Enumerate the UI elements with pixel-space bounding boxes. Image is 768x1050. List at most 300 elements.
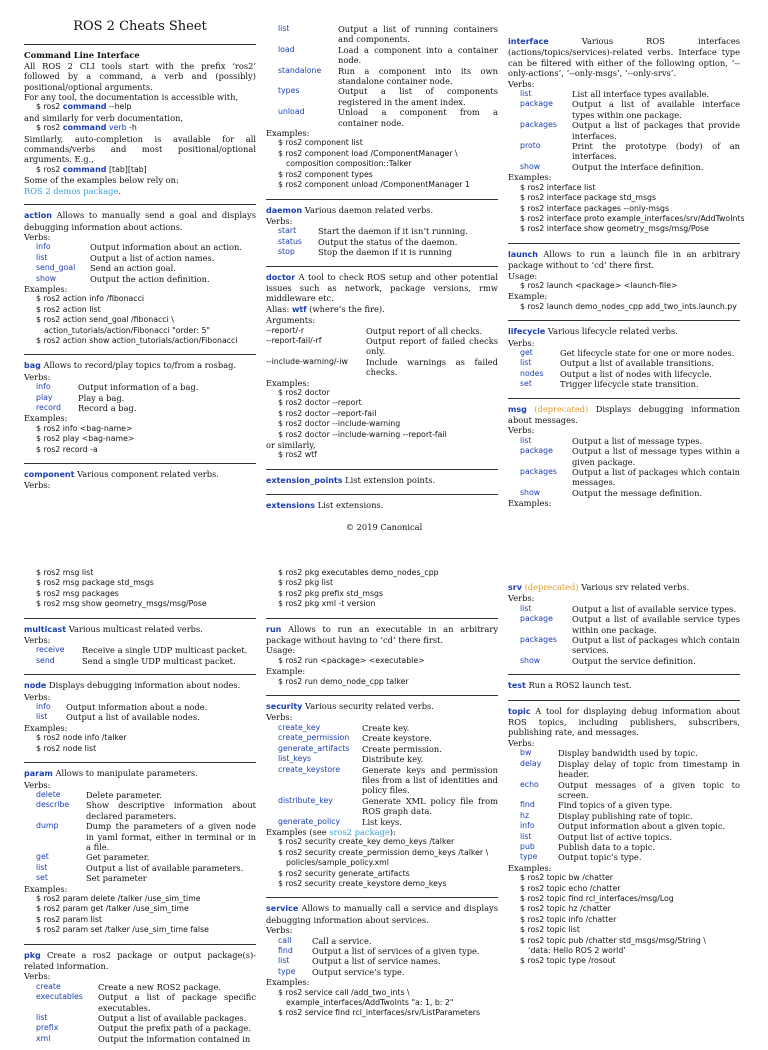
item-key: nodes	[520, 368, 544, 378]
list-item	[24, 403, 256, 413]
param-section	[24, 768, 256, 936]
service-examples-after	[266, 1008, 498, 1018]
example-line: $ ros2 record -a	[36, 444, 98, 454]
component-keyword: component	[24, 470, 75, 480]
cli-p4: Similarly, auto-completion is available for all commands/verbs and most positional/optional arguments. E.g.,	[24, 133, 256, 165]
item-desc: Output a list of service names.	[312, 956, 441, 967]
item-desc: Run a component into its own standalone container node.	[338, 65, 498, 87]
item-key: executables	[36, 992, 83, 1002]
item-key: prefix	[36, 1023, 59, 1033]
example-line: $ ros2 pkg xml -t version	[278, 599, 376, 609]
verbs-label: Verbs:	[24, 635, 51, 646]
item-desc: Generate keys and permission files from a list of identities and policy files.	[362, 764, 498, 796]
list-item	[24, 382, 256, 392]
item-desc: Include warnings as failed checks.	[366, 356, 498, 378]
item-desc: Output service’s type.	[312, 966, 405, 977]
examples-label: Examples:	[24, 722, 68, 733]
topic-examples-after	[508, 956, 740, 966]
cli-heading: Command Line Interface	[24, 50, 140, 61]
column-1	[24, 568, 256, 1050]
list-item	[24, 393, 256, 403]
item-desc: Create a new ROS2 package.	[98, 981, 222, 992]
example-line: action_tutorials/action/Fibonacci "order: 5"	[44, 325, 210, 335]
item-key: generate_policy	[278, 816, 341, 826]
example-line: $ ros2 action info /fibonacci	[36, 294, 145, 304]
item-key: show	[36, 273, 57, 283]
item-desc: Trigger lifecycle state transition.	[560, 379, 699, 390]
sros2-package-link[interactable]: sros2 package	[329, 826, 390, 837]
action-keyword: action	[24, 211, 52, 221]
example-line: $ ros2 topic type /rosout	[520, 956, 616, 966]
item-key: list_keys	[278, 754, 312, 764]
test-header	[508, 680, 740, 691]
item-desc: Stop the daemon if it is running	[318, 247, 453, 258]
msg-examples-cont	[24, 568, 256, 610]
examples-label: Examples:	[266, 377, 310, 388]
verbs-label: Verbs:	[508, 593, 535, 604]
example-line: $ ros2 topic hz /chatter	[520, 904, 611, 914]
column-3	[508, 582, 740, 975]
item-key: list	[520, 435, 532, 445]
divider	[508, 320, 740, 321]
example-line: $ ros2 param delete /talker /use_sim_time	[36, 893, 201, 903]
list-item	[508, 614, 740, 635]
item-desc: Create keystore.	[362, 733, 432, 744]
item-desc: Output a list of available packages.	[98, 1013, 247, 1024]
list-item	[24, 992, 256, 1013]
list-item	[24, 1013, 256, 1023]
item-key: find	[278, 946, 293, 955]
list-item	[508, 604, 740, 614]
usage-label: Usage:	[266, 645, 296, 656]
bag-examples	[24, 424, 256, 455]
list-item	[266, 946, 498, 956]
cli-section	[24, 50, 256, 196]
example-line: $ ros2 node list	[36, 743, 97, 753]
item-desc: Output the interface definition.	[572, 161, 704, 172]
list-item	[266, 237, 498, 247]
example-line: $ ros2 msg list	[36, 568, 94, 577]
bag-desc: Allows to record/play topics to/from a rosbag.	[43, 360, 237, 371]
item-desc: Output a list of packages which contain services.	[572, 635, 740, 656]
item-key: --report-fail/-rf	[266, 335, 322, 345]
multicast-desc: Various multicast related verbs.	[68, 623, 203, 634]
item-key: type	[520, 852, 538, 862]
list-item	[508, 436, 740, 446]
list-item	[24, 274, 256, 284]
example-label: Example:	[508, 291, 548, 302]
ex-suffix: -h	[129, 123, 137, 133]
item-key: distribute_key	[278, 795, 333, 805]
topic-examples-cont	[508, 946, 740, 956]
lifecycle-desc: Various lifecycle related verbs.	[547, 326, 678, 337]
item-key: start	[278, 226, 297, 236]
list-item	[266, 723, 498, 733]
param-desc: Allows to manipulate parameters.	[55, 768, 198, 779]
column-3	[508, 36, 745, 512]
divider	[508, 700, 740, 701]
ex-prefix: $ ros2	[36, 164, 61, 174]
item-desc: Output messages of a given topic to screen.	[558, 779, 740, 800]
pkg-examples	[266, 568, 498, 610]
list-item	[266, 107, 498, 128]
interface-keyword: interface	[508, 37, 549, 46]
node-header	[24, 680, 256, 691]
item-desc: Generate XML policy file from ROS graph data.	[362, 795, 498, 817]
security-examples	[266, 837, 498, 858]
list-item	[24, 852, 256, 862]
component-header	[24, 469, 256, 480]
item-key: create_key	[278, 722, 321, 732]
item-desc: Output a list of package specific executables.	[98, 992, 256, 1013]
security-header	[266, 701, 498, 712]
item-desc: Start the daemon if it isn’t running.	[318, 226, 468, 237]
item-desc: Create permission.	[362, 743, 442, 754]
action-verbs	[24, 242, 256, 284]
ex-prefix: $ ros2	[36, 102, 61, 112]
extensions-keyword: extensions	[266, 501, 315, 511]
examples-label: Examples:	[508, 172, 552, 183]
lifecycle-keyword: lifecycle	[508, 327, 546, 337]
param-verbs	[24, 790, 256, 884]
component-examples	[266, 138, 498, 159]
item-key: list	[520, 89, 532, 99]
lifecycle-verbs	[508, 348, 740, 390]
examples-label: Examples:	[266, 977, 310, 988]
example-line: $ ros2 doctor --report	[278, 398, 362, 408]
list-item	[508, 748, 740, 758]
deprecated-badge: (deprecated)	[524, 582, 579, 592]
example-line: $ ros2 pkg executables demo_nodes_cpp	[278, 568, 439, 577]
item-desc: Set parameter	[86, 873, 147, 884]
item-key: status	[278, 236, 302, 246]
ex-suffix: [tab][tab]	[108, 164, 147, 174]
item-desc: Output a list of message types.	[572, 435, 703, 446]
list-item	[266, 66, 498, 87]
example-line: $ ros2 node info /talker	[36, 733, 127, 743]
item-desc: Find topics of a given type.	[558, 800, 673, 811]
list-item	[508, 348, 740, 358]
verbs-label: Verbs:	[266, 215, 293, 226]
list-item	[266, 326, 498, 336]
divider	[266, 695, 498, 696]
security-verbs	[266, 723, 498, 827]
item-key: create	[36, 981, 61, 991]
doctor-keyword: doctor	[266, 272, 296, 282]
item-desc: Output a list of components registered in the ament index.	[338, 86, 498, 107]
item-key: show	[520, 655, 541, 665]
list-item	[266, 967, 498, 977]
item-desc: Send an action goal.	[90, 263, 176, 274]
item-key: get	[36, 852, 49, 862]
divider	[266, 199, 498, 200]
component-desc: Various component related verbs.	[77, 469, 219, 480]
list-item	[508, 842, 740, 852]
daemon-desc: Various daemon related verbs.	[304, 204, 434, 215]
item-key: types	[278, 86, 300, 96]
list-item	[266, 956, 498, 966]
item-desc: Output information about an action.	[90, 242, 242, 253]
component-examples-cont	[266, 159, 498, 169]
item-key: list	[36, 1013, 48, 1023]
example-line: $ ros2 doctor --include-warning --report-fail	[278, 429, 447, 439]
verbs-label: Verbs:	[24, 691, 51, 702]
item-key: delete	[36, 789, 61, 799]
srv-header	[508, 582, 740, 593]
cli-example-2	[24, 123, 256, 133]
action-section	[24, 210, 256, 346]
item-key: send_goal	[36, 263, 76, 273]
example-line: $ ros2 param set /talker /use_sim_time false	[36, 925, 209, 935]
item-desc: Get parameter.	[86, 852, 150, 863]
pkg-examples-cont	[266, 568, 498, 610]
item-key: packages	[520, 467, 557, 477]
example-line: $ ros2 component unload /ComponentManager 1	[278, 180, 470, 190]
example-line: $ ros2 security create_key demo_keys /talker	[278, 837, 455, 847]
column-1	[24, 19, 256, 499]
example-line: $ ros2 component types	[278, 169, 373, 179]
action-desc: Allows to manually send a goal and displays debugging information about actions.	[24, 210, 256, 232]
verbs-label: Verbs:	[24, 480, 51, 491]
item-desc: List keys.	[362, 816, 402, 827]
list-item	[508, 369, 740, 379]
service-section	[266, 903, 498, 1018]
example-line: $ ros2 topic list	[520, 925, 580, 935]
arguments-label: Arguments:	[266, 315, 316, 326]
service-desc: Allows to manually call a service and displays debugging information about services.	[266, 903, 498, 925]
service-examples-cont	[266, 998, 498, 1008]
item-key: info	[520, 821, 535, 831]
item-key: hz	[520, 810, 530, 820]
item-key: list	[278, 24, 290, 33]
example-line: $ ros2 doctor --include-warning	[278, 419, 401, 429]
cli-example-3	[24, 165, 256, 175]
pkg-keyword: pkg	[24, 950, 41, 960]
example-line: $ ros2 topic echo /chatter	[520, 883, 621, 893]
topic-verbs	[508, 748, 740, 862]
column-2	[266, 568, 498, 1027]
param-keyword: param	[24, 769, 53, 779]
divider	[24, 204, 256, 205]
list-item	[266, 817, 498, 827]
extension-points-keyword: extension_points	[266, 475, 343, 485]
examples-label: Examples:	[508, 498, 552, 509]
lifecycle-header	[508, 326, 740, 337]
interface-header	[508, 36, 740, 79]
example-line: $ ros2 interface show geometry_msgs/msg/Pose	[520, 224, 709, 234]
item-key: stop	[278, 247, 295, 257]
list-item	[508, 488, 740, 498]
launch-section	[508, 249, 740, 312]
example-line: $ ros2 param get /talker /use_sim_time	[36, 904, 189, 914]
cli-p3: and similarly for verb documentation,	[24, 112, 184, 123]
component-verbs-cont	[266, 24, 498, 191]
example-line: $ ros2 interface list	[520, 182, 596, 192]
verbs-label: Verbs:	[24, 779, 51, 790]
item-desc: Output topic’s type.	[558, 852, 642, 863]
list-item	[508, 821, 740, 831]
ex-prefix: $ ros2	[36, 123, 61, 133]
srv-desc: Various srv related verbs.	[581, 582, 690, 592]
ex-verb: verb	[108, 123, 127, 133]
item-key: unload	[278, 107, 305, 117]
item-desc: Publish data to a topic.	[558, 841, 656, 852]
run-desc: Allows to run an executable in an arbitrary package without having to ‘cd’ there first.	[266, 623, 498, 646]
item-key: package	[520, 446, 553, 456]
launch-keyword: launch	[508, 249, 538, 259]
period: .	[118, 185, 122, 196]
list-item	[508, 656, 740, 666]
alias-label: Alias:	[266, 303, 290, 314]
item-desc: Receive a single UDP multicast packet.	[82, 645, 248, 656]
item-desc: Output a list of nodes with lifecycle.	[560, 368, 712, 379]
item-desc: Output a list of available transitions.	[560, 358, 714, 369]
doctor-section	[266, 272, 498, 461]
page-title: ROS 2 Cheats Sheet	[73, 19, 207, 34]
list-item	[508, 832, 740, 842]
list-item	[266, 733, 498, 743]
node-verbs	[24, 702, 256, 723]
list-item	[24, 1034, 256, 1044]
extensions-header	[266, 500, 498, 511]
item-key: info	[36, 382, 51, 392]
list-item	[266, 796, 498, 817]
list-item	[24, 253, 256, 263]
verbs-label: Verbs:	[508, 425, 535, 436]
item-key: list	[520, 831, 532, 841]
security-section	[266, 701, 498, 889]
divider	[24, 762, 256, 763]
column-2	[266, 24, 498, 512]
item-key: list	[36, 252, 48, 262]
item-desc: Dump the parameters of a given node in yaml format, either in terminal or in a file.	[86, 821, 256, 852]
divider	[508, 398, 740, 399]
msg-keyword: msg	[508, 404, 527, 414]
list-item	[266, 45, 498, 66]
item-key: list	[520, 358, 532, 368]
list-item	[508, 467, 740, 488]
example-line: $ ros2 action list	[36, 304, 101, 314]
action-header	[24, 210, 256, 232]
test-section	[508, 680, 740, 691]
verbs-label: Verbs:	[24, 231, 51, 242]
example-line: $ ros2 topic info /chatter	[520, 914, 617, 924]
item-desc: Output a list of available service types.	[572, 603, 737, 614]
example-line: $ ros2 msg package std_msgs	[36, 578, 154, 588]
ros2-demos-link[interactable]: ROS 2 demos package	[24, 185, 119, 196]
run-keyword: run	[266, 624, 282, 634]
examples-label: Examples:	[266, 128, 310, 139]
example-line: policies/sample_policy.xml	[286, 858, 389, 868]
ex-command: command	[62, 102, 107, 112]
item-key: --include-warning/-iw	[266, 356, 348, 366]
pkg-section	[24, 950, 256, 1045]
item-desc: Create key.	[362, 722, 410, 733]
example-line: $ ros2 interface package std_msgs	[520, 193, 657, 203]
item-desc: Output a list of available nodes.	[66, 712, 200, 723]
item-key: delay	[520, 758, 542, 768]
list-item	[24, 263, 256, 273]
item-key: call	[278, 935, 292, 945]
extension-points-header	[266, 475, 498, 486]
item-desc: Delete parameter.	[86, 789, 162, 800]
security-examples-label	[266, 827, 498, 837]
example-line: $ ros2 info <bag-name>	[36, 423, 133, 433]
action-examples-cont	[24, 326, 256, 336]
divider	[266, 266, 498, 267]
service-verbs	[266, 936, 498, 978]
page-footer: © 2019 Canonical	[345, 522, 423, 532]
param-header	[24, 768, 256, 779]
example-line: $ ros2 topic pub /chatter std_msgs/msg/String \	[520, 935, 706, 945]
param-examples	[24, 894, 256, 936]
multicast-keyword: multicast	[24, 624, 67, 634]
list-item	[266, 765, 498, 796]
srv-keyword: srv	[508, 583, 522, 592]
item-desc: Display publishing rate of topic.	[558, 810, 693, 821]
security-keyword: security	[266, 702, 303, 712]
item-desc: Output the service definition.	[572, 655, 696, 666]
test-keyword: test	[508, 681, 526, 691]
extension-points-desc: List extension points.	[345, 474, 436, 485]
bag-verbs	[24, 382, 256, 413]
example-line: $ ros2 msg show geometry_msgs/msg/Pose	[36, 599, 207, 609]
interface-verbs	[508, 89, 740, 172]
verbs-label: Verbs:	[266, 925, 293, 936]
cli-example-1	[24, 102, 256, 112]
daemon-keyword: daemon	[266, 205, 303, 215]
example-line: $ ros2 service call /add_two_ints \	[278, 987, 410, 997]
list-item	[266, 754, 498, 764]
pkg-header	[24, 950, 256, 972]
item-desc: Display bandwidth used by topic.	[558, 748, 698, 759]
usage-label: Usage:	[508, 270, 538, 281]
item-desc: Output information about a node.	[66, 702, 208, 713]
alias-keyword: wtf	[291, 304, 307, 314]
example-line: $ ros2 service find rcl_interfaces/srv/ListParameters	[278, 1008, 481, 1018]
ex-command: command	[62, 123, 107, 133]
item-key: bw	[520, 748, 532, 758]
list-item	[508, 635, 740, 656]
test-desc: Run a ROS2 launch test.	[528, 680, 632, 691]
deprecated-badge: (deprecated)	[534, 403, 589, 414]
divider	[508, 243, 740, 244]
launch-example: $ ros2 launch demo_nodes_cpp add_two_ints.launch.py	[520, 301, 737, 311]
list-item	[508, 120, 740, 141]
msg-verbs	[508, 436, 740, 498]
item-key: type	[278, 966, 296, 976]
item-desc: Output the message definition.	[572, 487, 703, 498]
node-examples	[24, 733, 256, 754]
item-desc: Output a list of available service types within one package.	[572, 614, 740, 635]
item-desc: Send a single UDP multicast packet.	[82, 655, 236, 666]
list-item	[24, 712, 256, 722]
item-desc: Output the information contained in	[98, 1033, 251, 1044]
srv-section	[508, 582, 740, 666]
node-section	[24, 680, 256, 754]
daemon-section	[266, 205, 498, 258]
pkg-verbs	[24, 982, 256, 1044]
list-item	[508, 800, 740, 810]
divider	[508, 674, 740, 675]
action-examples-after	[24, 336, 256, 346]
list-item	[508, 780, 740, 801]
item-key: get	[520, 347, 533, 357]
or-label: or similarly,	[266, 440, 316, 451]
item-key: generate_artifacts	[278, 743, 350, 753]
item-key: xml	[36, 1033, 51, 1043]
list-item	[24, 982, 256, 992]
